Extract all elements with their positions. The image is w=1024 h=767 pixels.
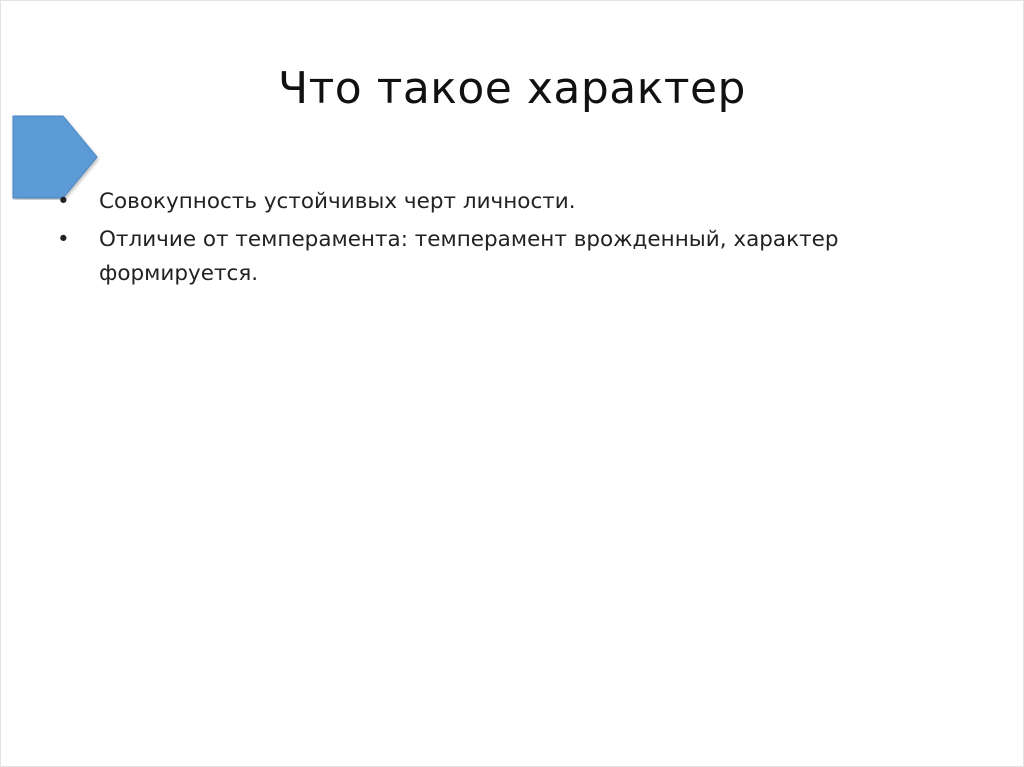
bullet-item xyxy=(57,185,917,219)
bullet-dot: • xyxy=(57,227,70,252)
bullet-item xyxy=(57,223,917,291)
bullet-list xyxy=(57,185,917,295)
bullet-text: Совокупность устойчивых черт личности. xyxy=(99,189,576,214)
slide-title: Что такое характер xyxy=(278,63,746,114)
bullet-text: Отличие от темперамента: темперамент врожденный, характер формируется. xyxy=(99,227,839,286)
bullet-dot: • xyxy=(57,189,70,214)
